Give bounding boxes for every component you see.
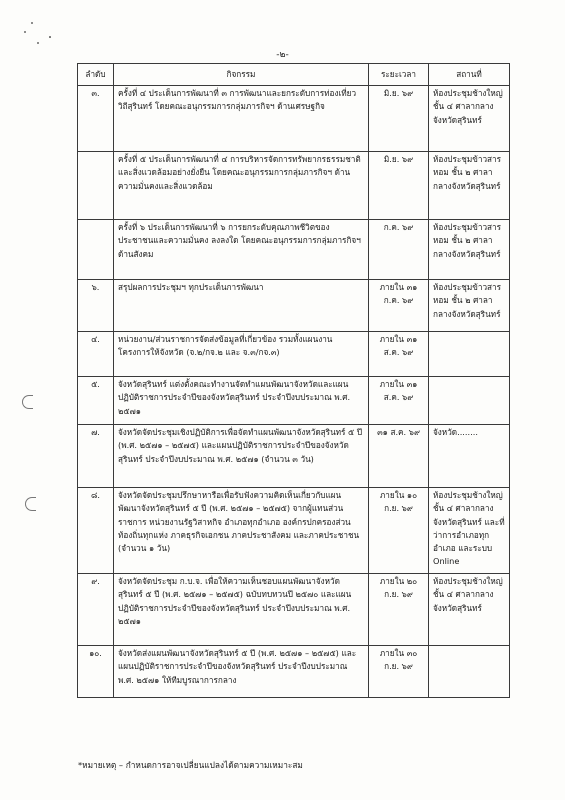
punch-hole-mark bbox=[25, 497, 36, 511]
header-activity: กิจกรรม bbox=[114, 64, 369, 86]
row-location: ห้องประชุมข้าวสารหอม ชั้น ๒ ศาลากลางจังหวัดสุรินทร์ bbox=[429, 152, 510, 220]
row-duration: ภายใน ๒๐ ก.ย. ๖๙ bbox=[369, 574, 429, 646]
row-number bbox=[78, 220, 114, 280]
row-duration: ภายใน ๓๑ ส.ค. ๖๙ bbox=[369, 332, 429, 377]
page-number: -๒- bbox=[276, 50, 289, 60]
row-activity: จังหวัดจัดประชุมปรึกษาหารือเพื่อรับฟังความคิดเห็นเกี่ยวกับแผนพัฒนาจังหวัดสุรินทร์ ๕ ปี (พ.ศ. ๒๕๗๑ – ๒๕๗๕) จากผู้แทนส่วนราชการ หน่วยงานรัฐวิสาหกิจ อำเภอทุกอำเภอ องค์กรปกครองส่วนท้องถิ่นทุกแห่ง ภาคธุรกิจเอกชน ภาคประชาสังคม และภาคประชาชน (จำนวน ๑ วัน) bbox=[114, 488, 369, 574]
row-duration: มิ.ย. ๖๙ bbox=[369, 152, 429, 220]
row-duration: ภายใน ๓๑ ก.ค. ๖๙ bbox=[369, 280, 429, 332]
row-duration: มิ.ย. ๖๙ bbox=[369, 86, 429, 152]
row-location bbox=[429, 377, 510, 425]
table-header-row bbox=[78, 64, 510, 86]
table-row bbox=[78, 220, 510, 280]
row-activity: ครั้งที่ ๕ ประเด็นการพัฒนาที่ ๔ การบริหารจัดการทรัพยากรธรรมชาติและสิ่งแวดล้อมอย่างยั่งยืน โดยคณะอนุกรรมการกลุ่มภารกิจฯ ด้านความมั่นคงและสิ่งแวดล้อม bbox=[114, 152, 369, 220]
row-number: ๙. bbox=[78, 574, 114, 646]
row-duration: ภายใน ๓๐ ก.ย. ๖๙ bbox=[369, 646, 429, 698]
row-activity: จังหวัดจัดประชุมเชิงปฏิบัติการเพื่อจัดทำแผนพัฒนาจังหวัดสุรินทร์ ๕ ปี (พ.ศ. ๒๕๗๑ – ๒๕๗๕) และแผนปฏิบัติราชการประจำปีของจังหวัดสุรินทร์ ประจำปีงบประมาณ พ.ศ. ๒๕๗๑ (จำนวน ๓ วัน) bbox=[114, 425, 369, 488]
row-duration: ก.ค. ๖๙ bbox=[369, 220, 429, 280]
row-activity: หน่วยงาน/ส่วนราชการจัดส่งข้อมูลที่เกี่ยวข้อง รวมทั้งแผนงานโครงการให้จังหวัด (จ.๒/กจ.๒ และ จ.๓/กจ.๓) bbox=[114, 332, 369, 377]
table-row bbox=[78, 646, 510, 698]
row-number: ๑๐. bbox=[78, 646, 114, 698]
row-activity: ครั้งที่ ๖ ประเด็นการพัฒนาที่ ๖ การยกระดับคุณภาพชีวิตของประชาชนและความมั่นคง ลงลงใด โดยคณะอนุกรรมการกลุ่มภารกิจฯ ด้านสังคม bbox=[114, 220, 369, 280]
table-row bbox=[78, 86, 510, 152]
table-row bbox=[78, 280, 510, 332]
row-duration: ภายใน ๑๐ ก.ย. ๖๙ bbox=[369, 488, 429, 574]
row-location: ห้องประชุมข้าวสารหอม ชั้น ๒ ศาลากลางจังหวัดสุรินทร์ bbox=[429, 280, 510, 332]
row-number bbox=[78, 152, 114, 220]
row-duration: ภายใน ๓๑ ส.ค. ๖๙ bbox=[369, 377, 429, 425]
table-row bbox=[78, 425, 510, 488]
scan-speck bbox=[37, 42, 39, 44]
punch-hole-mark bbox=[22, 395, 33, 409]
row-activity: ครั้งที่ ๔ ประเด็นการพัฒนาที่ ๓ การพัฒนาและยกระดับการท่องเที่ยววิถีสุรินทร์ โดยคณะอนุกรรมการกลุ่มภารกิจฯ ด้านเศรษฐกิจ bbox=[114, 86, 369, 152]
row-location: ห้องประชุมช้างใหญ่ ชั้น ๔ ศาลากลางจังหวัดสุรินทร์ bbox=[429, 574, 510, 646]
table-row bbox=[78, 377, 510, 425]
row-duration: ๓๑ ส.ค. ๖๙ bbox=[369, 425, 429, 488]
table-row bbox=[78, 488, 510, 574]
row-number: ๗. bbox=[78, 425, 114, 488]
row-location bbox=[429, 332, 510, 377]
table-row bbox=[78, 332, 510, 377]
row-activity: สรุปผลการประชุมฯ ทุกประเด็นการพัฒนา bbox=[114, 280, 369, 332]
row-number: ๖. bbox=[78, 280, 114, 332]
row-activity: จังหวัดส่งแผนพัฒนาจังหวัดสุรินทร์ ๕ ปี (พ.ศ. ๒๕๗๑ – ๒๕๗๕) และแผนปฏิบัติราชการประจำปีของจังหวัดสุรินทร์ ประจำปีงบประมาณ พ.ศ. ๒๕๗๑ ให้ทีมบูรณาการกลาง bbox=[114, 646, 369, 698]
row-location: จังหวัด........ bbox=[429, 425, 510, 488]
row-location bbox=[429, 646, 510, 698]
row-location: ห้องประชุมช้างใหญ่ ชั้น ๔ ศาลากลางจังหวัดสุรินทร์ และที่ว่าการอำเภอทุกอำเภอ และระบบ Online bbox=[429, 488, 510, 574]
row-location: ห้องประชุมข้าวสารหอม ชั้น ๒ ศาลากลางจังหวัดสุรินทร์ bbox=[429, 220, 510, 280]
header-location: สถานที่ bbox=[429, 64, 510, 86]
row-number: ๔. bbox=[78, 332, 114, 377]
row-number: ๕. bbox=[78, 377, 114, 425]
row-location: ห้องประชุมช้างใหญ่ ชั้น ๔ ศาลากลางจังหวัดสุรินทร์ bbox=[429, 86, 510, 152]
header-order: ลำดับ bbox=[78, 64, 114, 86]
row-number: ๘. bbox=[78, 488, 114, 574]
scan-speck bbox=[31, 22, 33, 24]
activities-table bbox=[77, 63, 510, 698]
row-activity: จังหวัดสุรินทร์ แต่งตั้งคณะทำงานจัดทำแผนพัฒนาจังหวัดและแผนปฏิบัติราชการประจำปีของจังหวัดสุรินทร์ ประจำปีงบประมาณ พ.ศ. ๒๕๗๑ bbox=[114, 377, 369, 425]
scan-speck bbox=[24, 31, 26, 33]
table-row bbox=[78, 574, 510, 646]
row-number: ๓. bbox=[78, 86, 114, 152]
header-duration: ระยะเวลา bbox=[369, 64, 429, 86]
row-activity: จังหวัดจัดประชุม ก.บ.จ. เพื่อให้ความเห็นชอบแผนพัฒนาจังหวัดสุรินทร์ ๕ ปี (พ.ศ. ๒๕๗๑ – ๒๕๗๕) ฉบับทบทวนปี ๒๕๗๐ และแผนปฏิบัติราชการประจำปีของจังหวัดสุรินทร์ ประจำปีงบประมาณ พ.ศ. ๒๕๗๑ bbox=[114, 574, 369, 646]
footnote: *หมายเหตุ – กำหนดการอาจเปลี่ยนแปลงได้ตามความเหมาะสม bbox=[78, 760, 303, 770]
scan-speck bbox=[49, 36, 51, 38]
table-row bbox=[78, 152, 510, 220]
